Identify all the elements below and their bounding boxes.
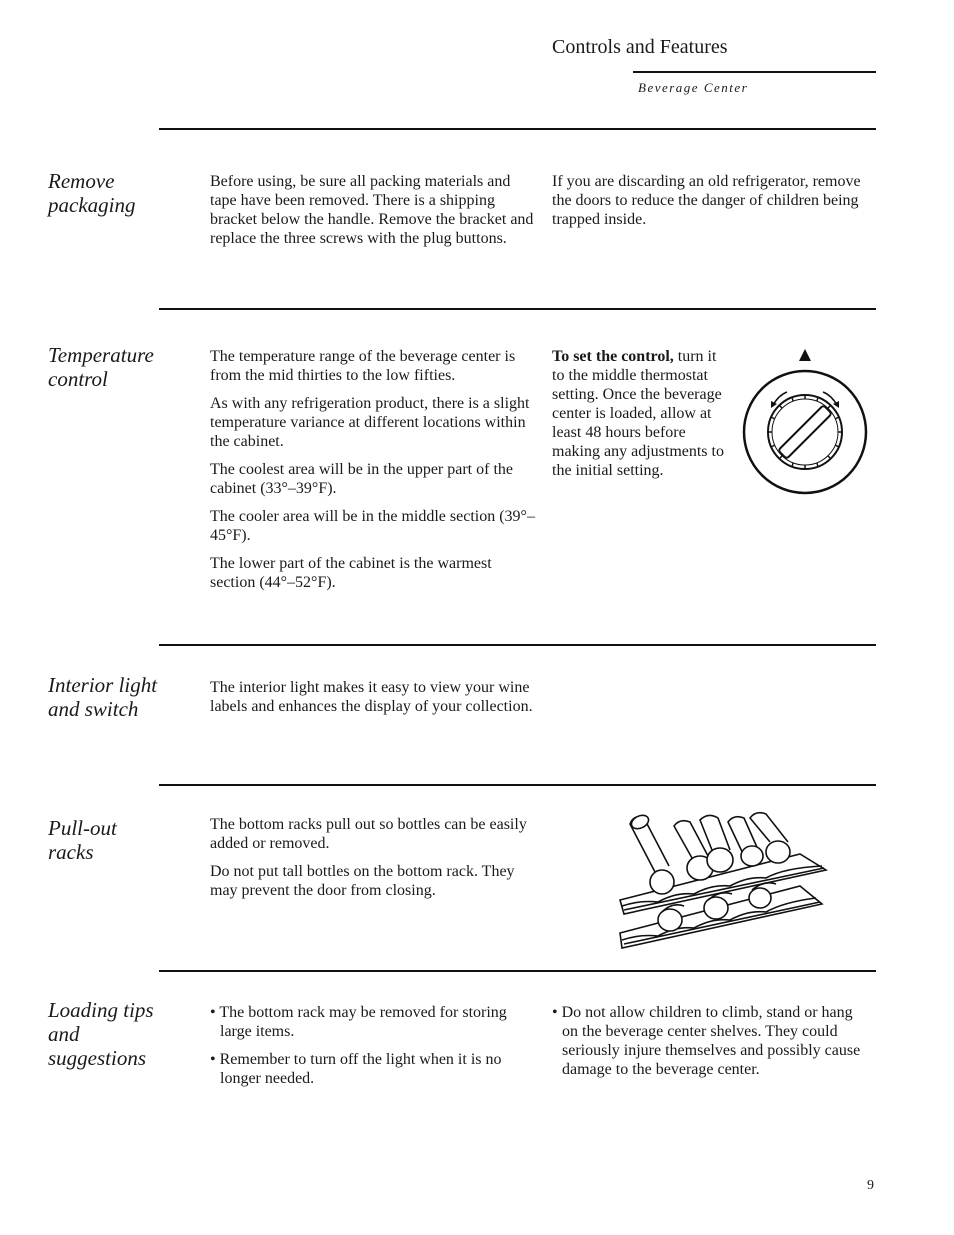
paragraph: If you are discarding an old refrigerator, remove the doors to reduce the danger of children being trapped inside.: [552, 173, 861, 228]
racks-body: [210, 815, 540, 909]
packaging-warning: [552, 172, 872, 238]
section-heading-packaging: Remove packaging: [48, 169, 136, 217]
section-divider: [159, 644, 876, 646]
set-control-instructions: [552, 347, 724, 489]
set-control-label: To set the control,: [552, 348, 674, 365]
paragraph: Before using, be sure all packing materials and tape have been removed. There is a shipping bracket below the handle. Remove the bracket and replace the three screws with the plug buttons.: [210, 173, 534, 247]
paragraph: The coolest area will be in the upper part of the cabinet (33°–39°F).: [210, 461, 513, 497]
wine-rack-icon: [600, 808, 830, 953]
paragraph: The cooler area will be in the middle section (39°–45°F).: [210, 508, 535, 544]
list-item: • Remember to turn off the light when it is no longer needed.: [210, 1051, 502, 1087]
paragraph: The bottom racks pull out so bottles can be easily added or removed.: [210, 816, 527, 852]
header-rule: [633, 71, 876, 73]
paragraph: As with any refrigeration product, there is a slight temperature variance at different locations within the cabinet.: [210, 395, 530, 450]
list-item: • The bottom rack may be removed for storing large items.: [210, 1004, 507, 1040]
section-heading-temperature: Temperature control: [48, 343, 154, 391]
section-heading-racks: Pull-out racks: [48, 816, 117, 864]
page-title: Controls and Features: [552, 36, 728, 58]
temperature-body: [210, 347, 540, 601]
set-control-text: turn it to the middle thermostat setting. Once the beverage center is loaded, allow at least 48 hours before making any adjustments to the initial setting.: [552, 348, 724, 479]
thermostat-dial-icon: [735, 345, 875, 500]
section-divider: [159, 128, 876, 130]
section-heading-loading: Loading tips and suggestions: [48, 998, 154, 1070]
packaging-body: [210, 172, 540, 257]
paragraph: The interior light makes it easy to view your wine labels and enhances the display of your collection.: [210, 679, 533, 715]
list-item: • Do not allow children to climb, stand or hang on the beverage center shelves. They could seriously injure themselves and possibly cause damage to the beverage center.: [552, 1004, 861, 1078]
section-heading-light: Interior light and switch: [48, 673, 158, 721]
paragraph: Do not put tall bottles on the bottom rack. They may prevent the door from closing.: [210, 863, 515, 899]
page-subtitle: Beverage Center: [638, 80, 749, 95]
paragraph: The temperature range of the beverage center is from the mid thirties to the low fifties.: [210, 348, 516, 384]
light-body: [210, 678, 540, 725]
paragraph: The lower part of the cabinet is the warmest section (44°–52°F).: [210, 555, 492, 591]
section-divider: [159, 784, 876, 786]
section-divider: [159, 308, 876, 310]
section-divider: [159, 970, 876, 972]
page-number: 9: [867, 1178, 874, 1193]
loading-warning-list: [552, 1003, 872, 1088]
loading-tips-list: [210, 1003, 540, 1097]
